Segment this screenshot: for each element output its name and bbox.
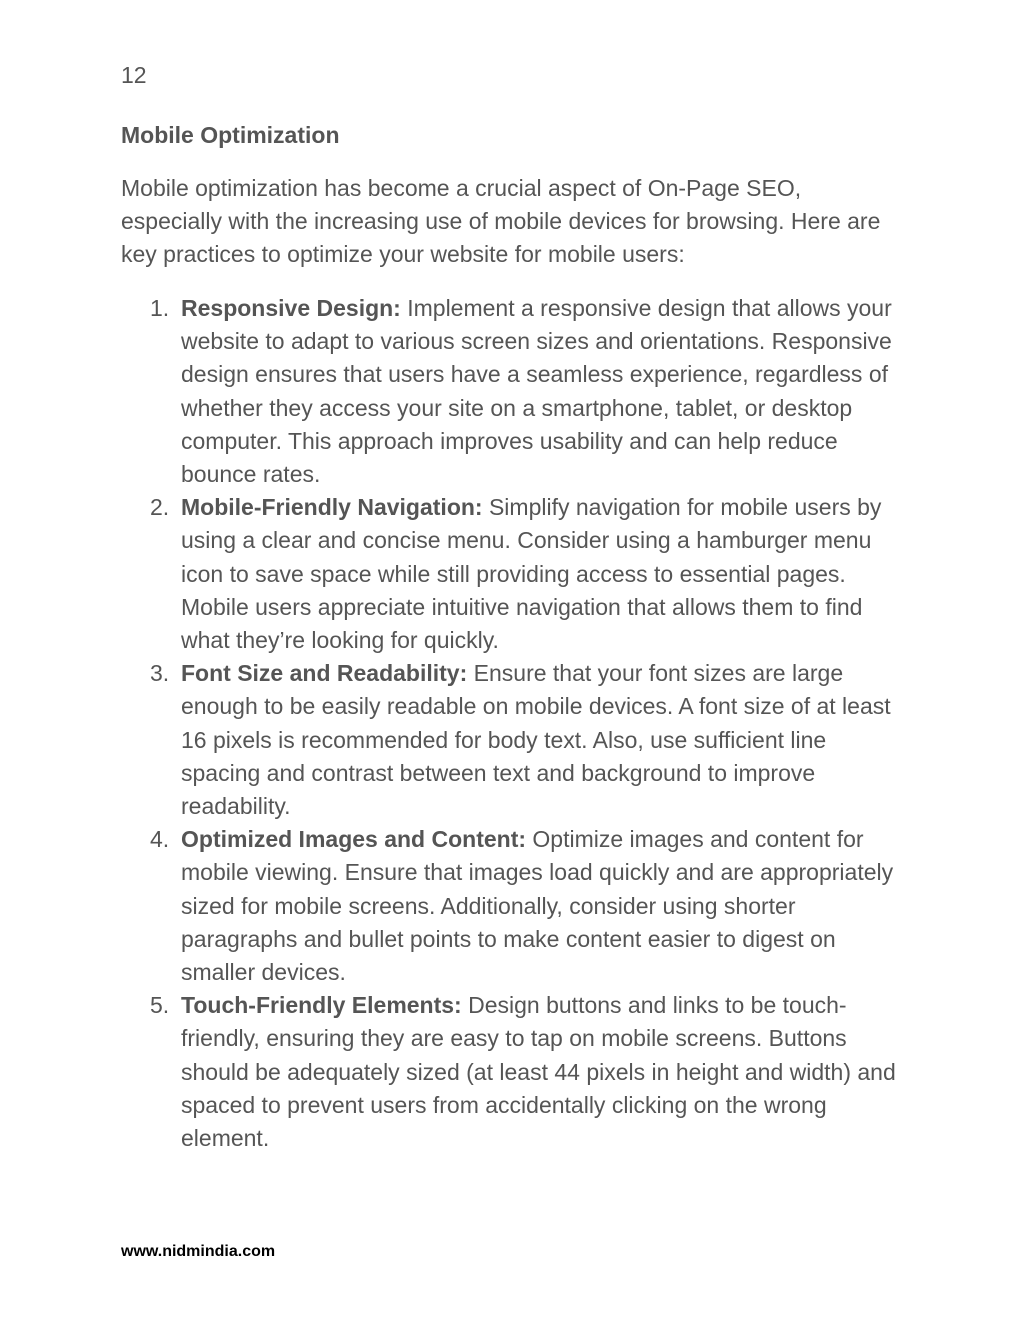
practice-list bbox=[150, 292, 906, 1155]
intro-paragraph: Mobile optimization has become a crucial aspect of On-Page SEO, especially with the increasing use of mobile devices for browsing. Here are key practices to optimize your website for mobile users: bbox=[121, 175, 881, 268]
list-number: 5. bbox=[150, 992, 170, 1019]
practice-term: Responsive Design: bbox=[181, 295, 401, 321]
practice-item-mobile-friendly-navigation bbox=[150, 491, 906, 657]
practice-description: Implement a responsive design that allows your website to adapt to various screen sizes and orientations. Responsive design ensures that users have a seamless experience, regardless of whether they access your site on a smartphone, tablet, or desktop computer. This approach improves usability and can help reduce bounce rates. bbox=[181, 295, 892, 488]
practice-description: Ensure that your font sizes are large enough to be easily readable on mobile devices. A font size of at least 16 pixels is recommended for body text. Also, use sufficient line spacing and contrast between text and background to improve readability. bbox=[181, 660, 891, 820]
practice-term: Optimized Images and Content: bbox=[181, 826, 527, 853]
list-number: 2. bbox=[150, 494, 170, 521]
section-title: Mobile Optimization bbox=[121, 122, 340, 148]
page-number: 12 bbox=[121, 62, 147, 88]
practice-item-font-size-readability bbox=[150, 657, 906, 823]
practice-item-responsive-design bbox=[150, 292, 906, 491]
practice-term: Touch-Friendly Elements: bbox=[181, 992, 462, 1019]
list-number: 1. bbox=[150, 295, 170, 321]
practice-term: Font Size and Readability: bbox=[181, 660, 468, 687]
practice-description: Simplify navigation for mobile users by using a clear and concise menu. Consider using a hamburger menu icon to save space while still providing access to essential pages. Mobile users appreciate intuitive navigation that allows them to find what they’re looking for quickly. bbox=[181, 494, 882, 654]
practice-description: Design buttons and links to be touch-friendly, ensuring they are easy to tap on mobile screens. Buttons should be adequately sized (at least 44 pixels in height and width) and spaced to prevent users from accidentally clicking on the wrong element. bbox=[181, 992, 896, 1152]
practice-term: Mobile-Friendly Navigation: bbox=[181, 494, 483, 521]
list-number: 4. bbox=[150, 826, 170, 853]
practice-description: Optimize images and content for mobile viewing. Ensure that images load quickly and are appropriately sized for mobile screens. Additionally, consider using shorter paragraphs and bullet points to make content easier to digest on smaller devices. bbox=[181, 826, 894, 986]
list-number: 3. bbox=[150, 660, 170, 687]
footer-url: www.nidmindia.com bbox=[121, 1243, 276, 1260]
practice-item-optimized-images-content bbox=[150, 823, 906, 989]
practice-item-touch-friendly-elements bbox=[150, 989, 906, 1155]
